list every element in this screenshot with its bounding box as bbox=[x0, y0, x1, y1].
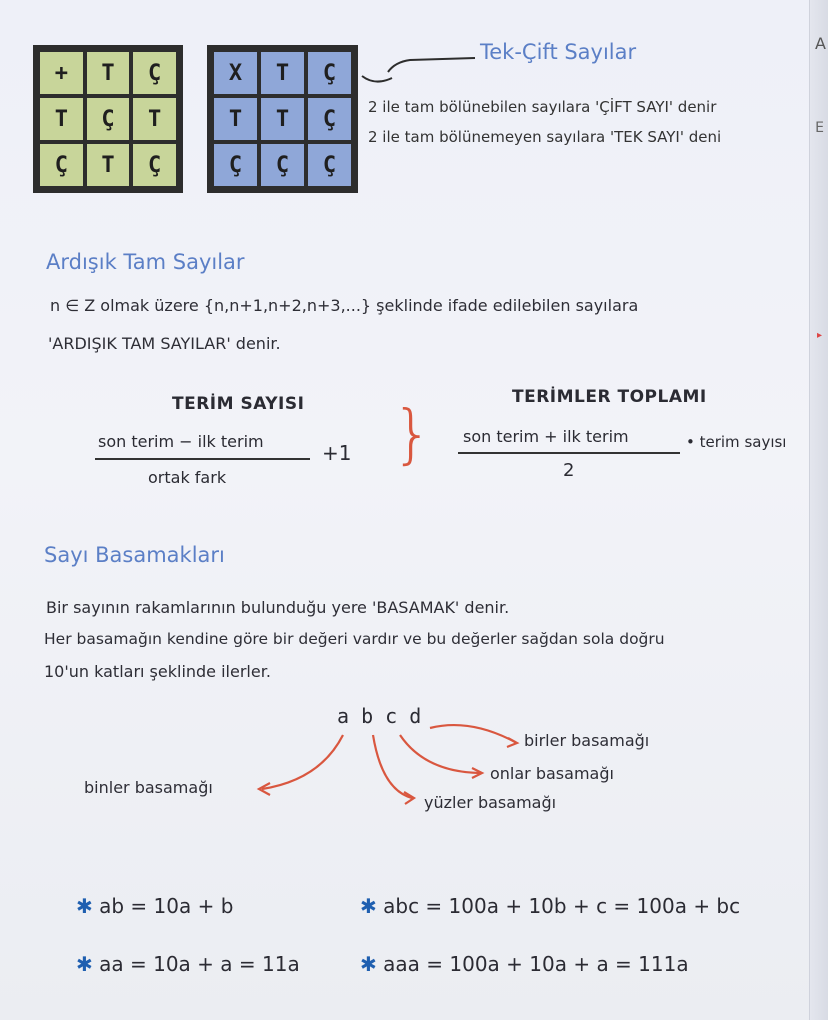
table-cell: Ç bbox=[261, 144, 304, 186]
basamak-line3: 10'un katları şeklinde ilerler. bbox=[44, 662, 271, 681]
table-cell: Ç bbox=[133, 144, 176, 186]
table-cell: Ç bbox=[308, 98, 351, 140]
formula-aaa-text: aaa = 100a + 10a + a = 111a bbox=[383, 952, 689, 976]
table-cell: + bbox=[40, 52, 83, 94]
formula-abc bbox=[360, 894, 740, 918]
star-icon: ✱ bbox=[76, 952, 93, 976]
ardisik-line1: n ∈ Z olmak üzere {n,n+1,n+2,n+3,...} şeklinde ifade edilebilen sayılara bbox=[50, 296, 639, 315]
formula-ab bbox=[76, 894, 233, 918]
terimler-toplami-numerator: son terim + ilk terim bbox=[463, 427, 629, 446]
title-pointer-line bbox=[388, 58, 475, 72]
corner-letter: A bbox=[815, 34, 826, 53]
star-icon: ✱ bbox=[76, 894, 93, 918]
terim-sayisi-plus: +1 bbox=[322, 441, 352, 465]
cift-definition: 2 ile tam bölünebilen sayılara 'ÇİFT SAYI' denir bbox=[368, 98, 717, 116]
formula-aa-text: aa = 10a + a = 11a bbox=[99, 952, 300, 976]
ardisik-line2: 'ARDIŞIK TAM SAYILAR' denir. bbox=[48, 334, 281, 353]
basamak-line1: Bir sayının rakamlarının bulunduğu yere 'BASAMAK' denir. bbox=[46, 598, 510, 617]
table-cell: T bbox=[133, 98, 176, 140]
onlar-arrow bbox=[400, 735, 480, 773]
table-cell: T bbox=[40, 98, 83, 140]
table-cell: T bbox=[87, 52, 130, 94]
terim-sayisi-title: TERİM SAYISI bbox=[172, 394, 305, 414]
birler-arrow bbox=[430, 725, 515, 742]
basamak-line2: Her basamağın kendine göre bir değeri vardır ve bu değerler sağdan sola doğru bbox=[44, 630, 665, 648]
table-cell: Ç bbox=[133, 52, 176, 94]
binler-arrow bbox=[262, 735, 343, 789]
formula-aaa bbox=[360, 952, 689, 976]
table-cell: Ç bbox=[40, 144, 83, 186]
table-cell: Ç bbox=[308, 144, 351, 186]
terimler-toplami-multiplier: • terim sayısı bbox=[686, 433, 787, 451]
table-cell: T bbox=[261, 98, 304, 140]
table-cell: Ç bbox=[308, 52, 351, 94]
terim-sayisi-fraction-bar bbox=[95, 458, 310, 460]
table-cell: T bbox=[87, 144, 130, 186]
birler-label: birler basamağı bbox=[524, 731, 650, 750]
table-cell: T bbox=[214, 98, 257, 140]
basamak-title: Sayı Basamakları bbox=[44, 543, 225, 567]
edge-arrow-icon: ▸ bbox=[816, 330, 822, 341]
formula-abc-text: abc = 100a + 10b + c = 100a + bc bbox=[383, 894, 741, 918]
table-cell: X bbox=[214, 52, 257, 94]
terimler-toplami-title: TERİMLER TOPLAMI bbox=[512, 387, 707, 407]
table-cell: Ç bbox=[214, 144, 257, 186]
formula-aa bbox=[76, 952, 300, 976]
brace-icon: } bbox=[392, 398, 433, 472]
terimler-toplami-denominator: 2 bbox=[563, 460, 575, 481]
ardisik-title: Ardışık Tam Sayılar bbox=[46, 250, 245, 274]
yuzler-label: yüzler basamağı bbox=[424, 793, 557, 812]
digits-abcd: a b c d bbox=[337, 704, 422, 728]
title-pointer-arrow bbox=[362, 76, 392, 82]
birler-arrowhead bbox=[507, 738, 517, 747]
terim-sayisi-denominator: ortak fark bbox=[148, 468, 227, 487]
table-cell: T bbox=[261, 52, 304, 94]
onlar-label: onlar basamağı bbox=[490, 764, 614, 783]
star-icon: ✱ bbox=[360, 952, 377, 976]
tek-definition: 2 ile tam bölünemeyen sayılara 'TEK SAYI' deni bbox=[368, 128, 722, 146]
table-cell: Ç bbox=[87, 98, 130, 140]
terim-sayisi-numerator: son terim − ilk terim bbox=[98, 432, 264, 451]
binler-label: binler basamağı bbox=[84, 778, 213, 797]
star-icon: ✱ bbox=[360, 894, 377, 918]
terimler-toplami-fraction-bar bbox=[458, 452, 680, 454]
tek-cift-title: Tek-Çift Sayılar bbox=[480, 40, 637, 64]
formula-ab-text: ab = 10a + b bbox=[99, 894, 234, 918]
edge-mark: E bbox=[815, 120, 824, 136]
